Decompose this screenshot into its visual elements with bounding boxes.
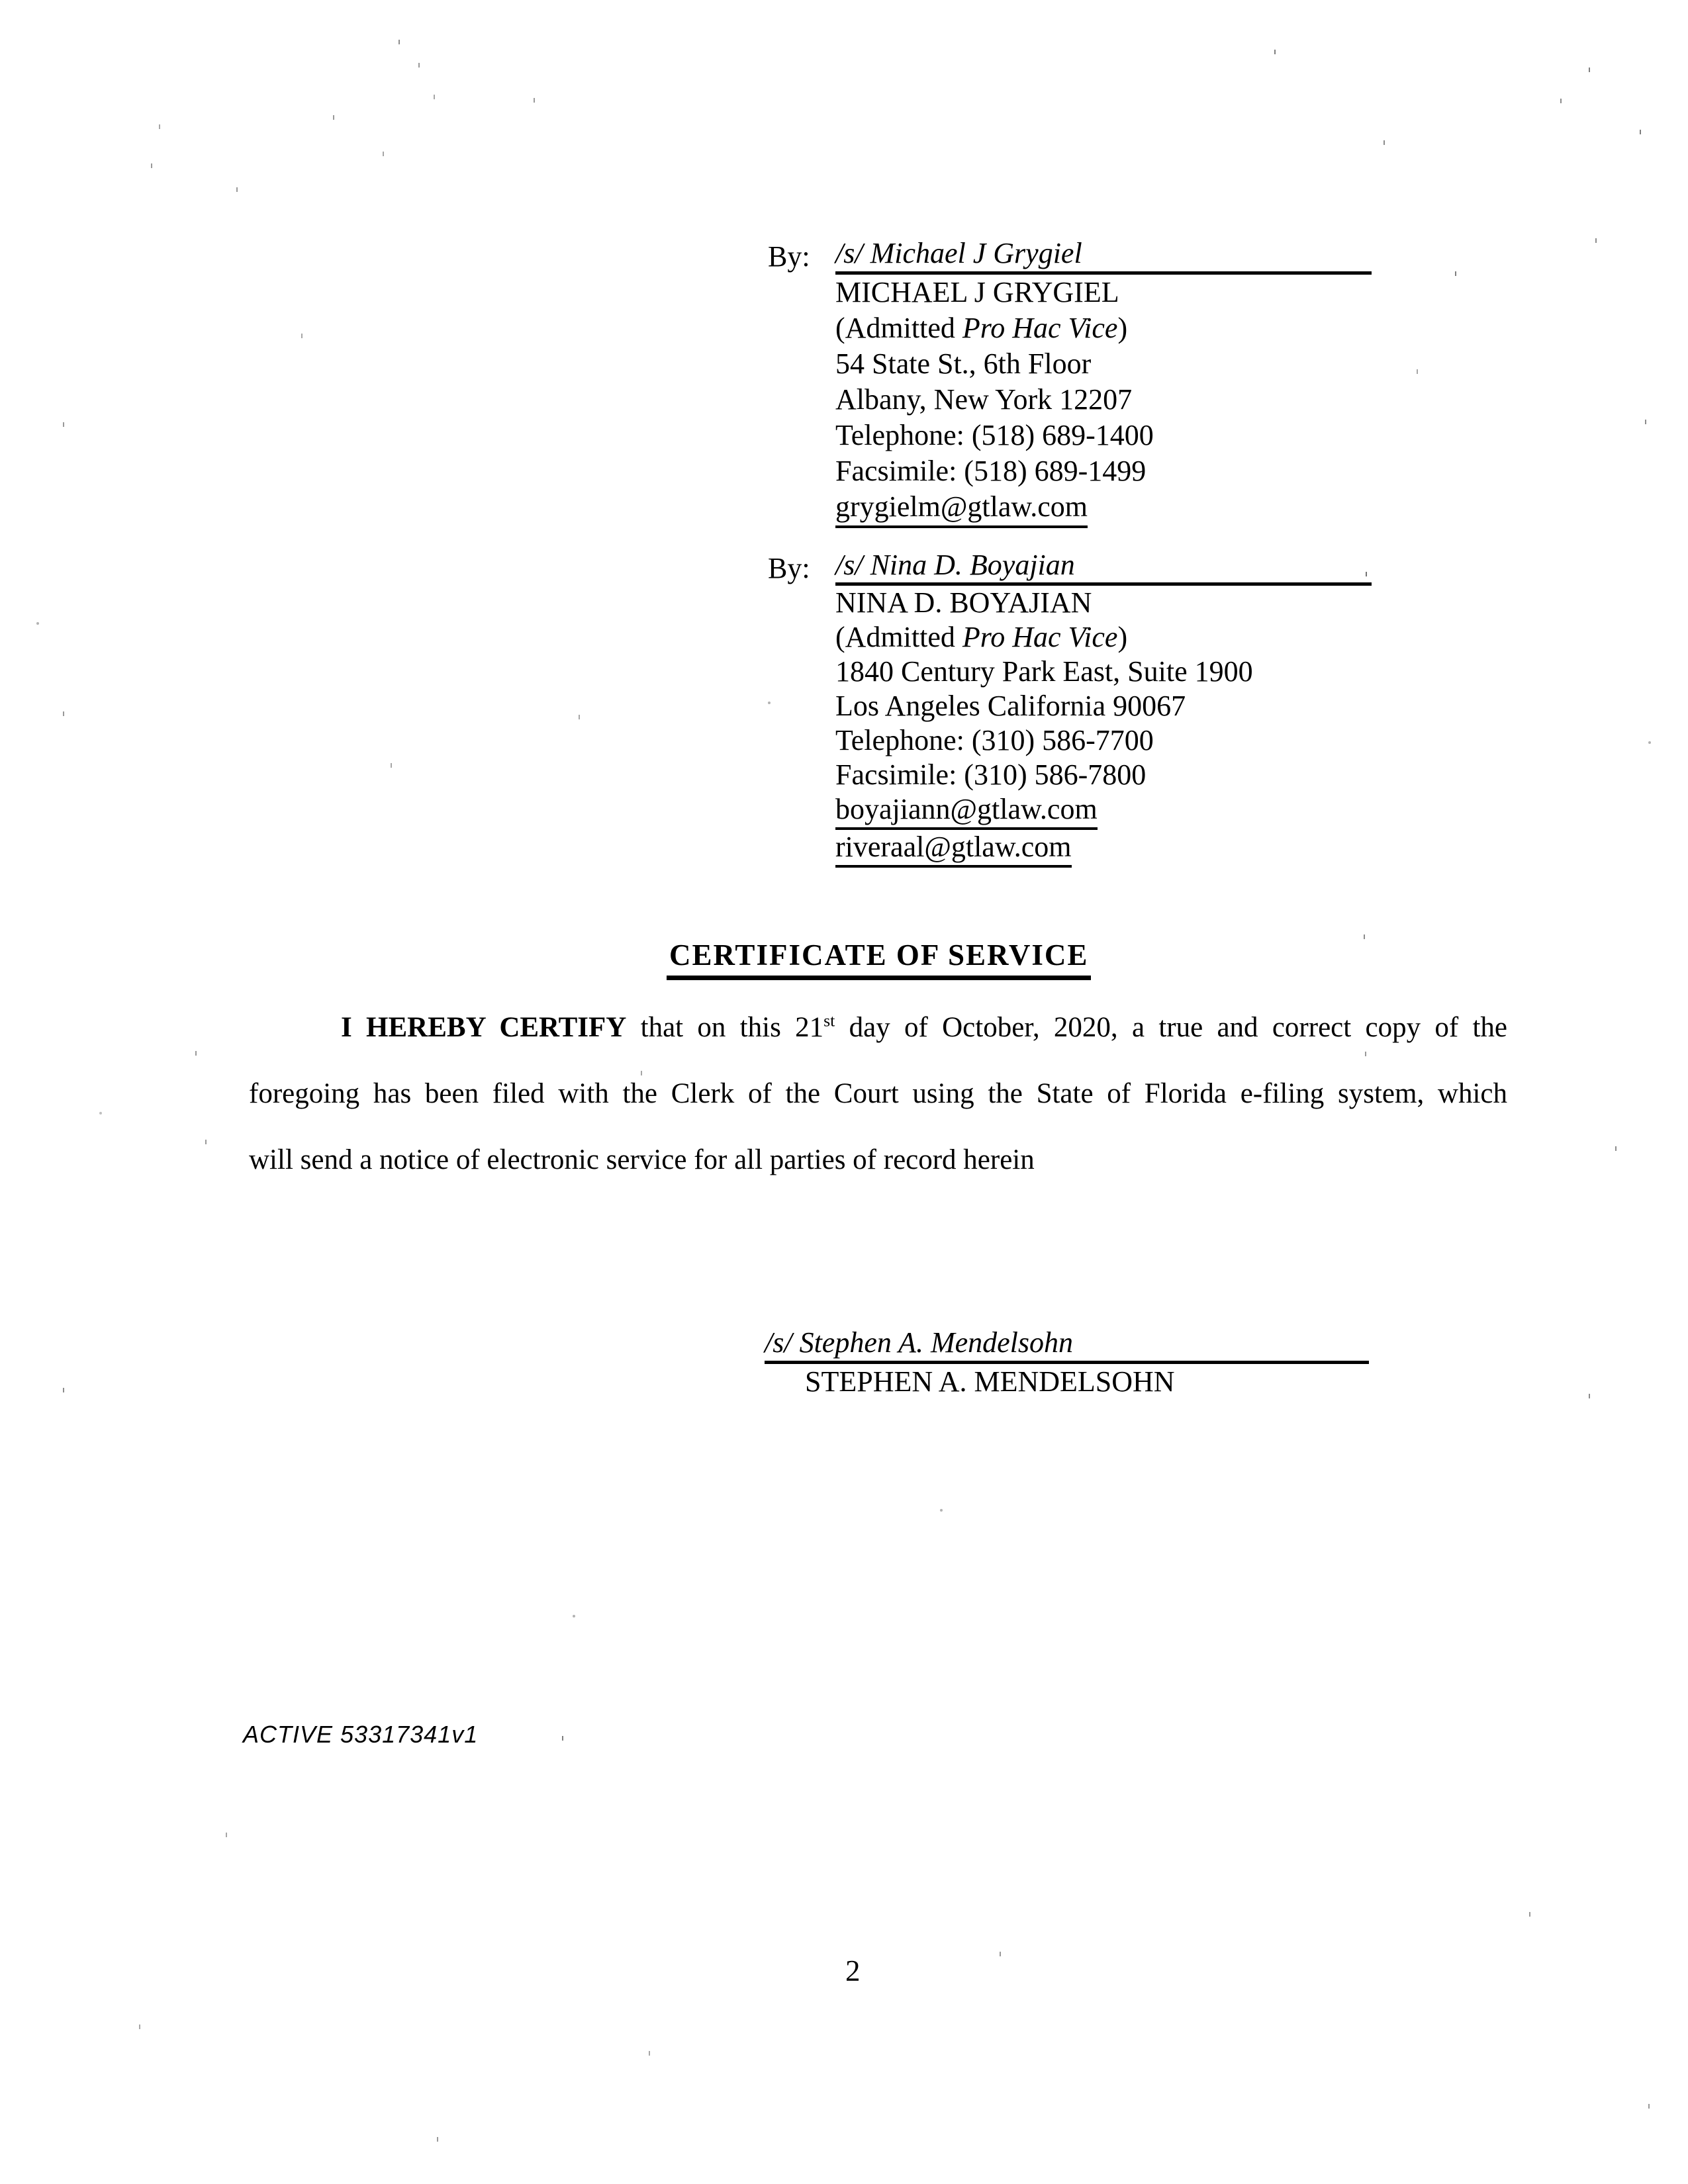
telephone-line: Telephone: (518) 689-1400 xyxy=(835,419,1154,451)
email-address: boyajiann@gtlaw.com xyxy=(835,792,1098,830)
pro-hac-vice: Pro Hac Vice xyxy=(962,312,1118,344)
signature-block-grygiel xyxy=(768,236,1372,528)
closing-signature-text: /s/ Stephen A. Mendelsohn xyxy=(765,1326,1073,1359)
attorney-name: MICHAEL J GRYGIEL xyxy=(835,276,1119,308)
signature-row xyxy=(768,236,1372,275)
certify-line-1: I HEREBY CERTIFY that on this 21st day of October, 2020, a true and correct copy of the xyxy=(341,1011,1507,1043)
i-hereby-certify: I HEREBY CERTIFY xyxy=(341,1012,627,1043)
document-id: ACTIVE 53317341v1 xyxy=(243,1721,479,1748)
email-line xyxy=(835,830,1372,868)
signature-line xyxy=(835,548,1372,586)
admitted-line: (Admitted Pro Hac Vice) xyxy=(835,621,1128,653)
scan-dot-layer xyxy=(0,0,3,3)
closing-attorney-name: STEPHEN A. MENDELSOHN xyxy=(805,1365,1175,1398)
email-line xyxy=(835,792,1372,830)
email-line xyxy=(835,489,1372,528)
by-label: By: xyxy=(768,240,810,273)
certificate-of-service-heading: CERTIFICATE OF SERVICE xyxy=(667,938,1091,980)
email-address: grygielm@gtlaw.com xyxy=(835,489,1088,528)
signature-text: /s/ Michael J Grygiel xyxy=(835,237,1082,269)
by-label: By: xyxy=(768,552,810,584)
email-address: riveraal@gtlaw.com xyxy=(835,830,1072,868)
admitted-line: (Admitted Pro Hac Vice) xyxy=(835,312,1128,344)
address-line-1: 1840 Century Park East, Suite 1900 xyxy=(835,655,1253,688)
facsimile-line: Facsimile: (310) 586-7800 xyxy=(835,758,1147,791)
attorney-name: NINA D. BOYAJIAN xyxy=(835,586,1092,619)
address-line-2: Los Angeles California 90067 xyxy=(835,690,1186,722)
page-number: 2 xyxy=(845,1954,861,1987)
telephone-line: Telephone: (310) 586-7700 xyxy=(835,724,1154,756)
address-line-2: Albany, New York 12207 xyxy=(835,383,1133,416)
address-line-1: 54 State St., 6th Floor xyxy=(835,347,1092,380)
certify-paragraph xyxy=(249,1010,1507,1208)
certify-line-3: will send a notice of electronic service for all parties of record herein xyxy=(249,1144,1035,1175)
pro-hac-vice: Pro Hac Vice xyxy=(962,621,1118,653)
closing-signature-block xyxy=(765,1325,1369,1400)
signature-line xyxy=(835,236,1372,275)
ordinal-superscript: st xyxy=(823,1011,835,1030)
facsimile-line: Facsimile: (518) 689-1499 xyxy=(835,455,1147,487)
certificate-heading-wrap xyxy=(667,938,1091,980)
closing-signature-line xyxy=(765,1325,1369,1364)
certify-line-2: foregoing has been filed with the Clerk of the Court using the State of Florida e-filing system, which xyxy=(249,1078,1507,1109)
signature-row xyxy=(768,548,1372,586)
signature-block-boyajian xyxy=(768,548,1372,868)
signature-text: /s/ Nina D. Boyajian xyxy=(835,549,1075,581)
